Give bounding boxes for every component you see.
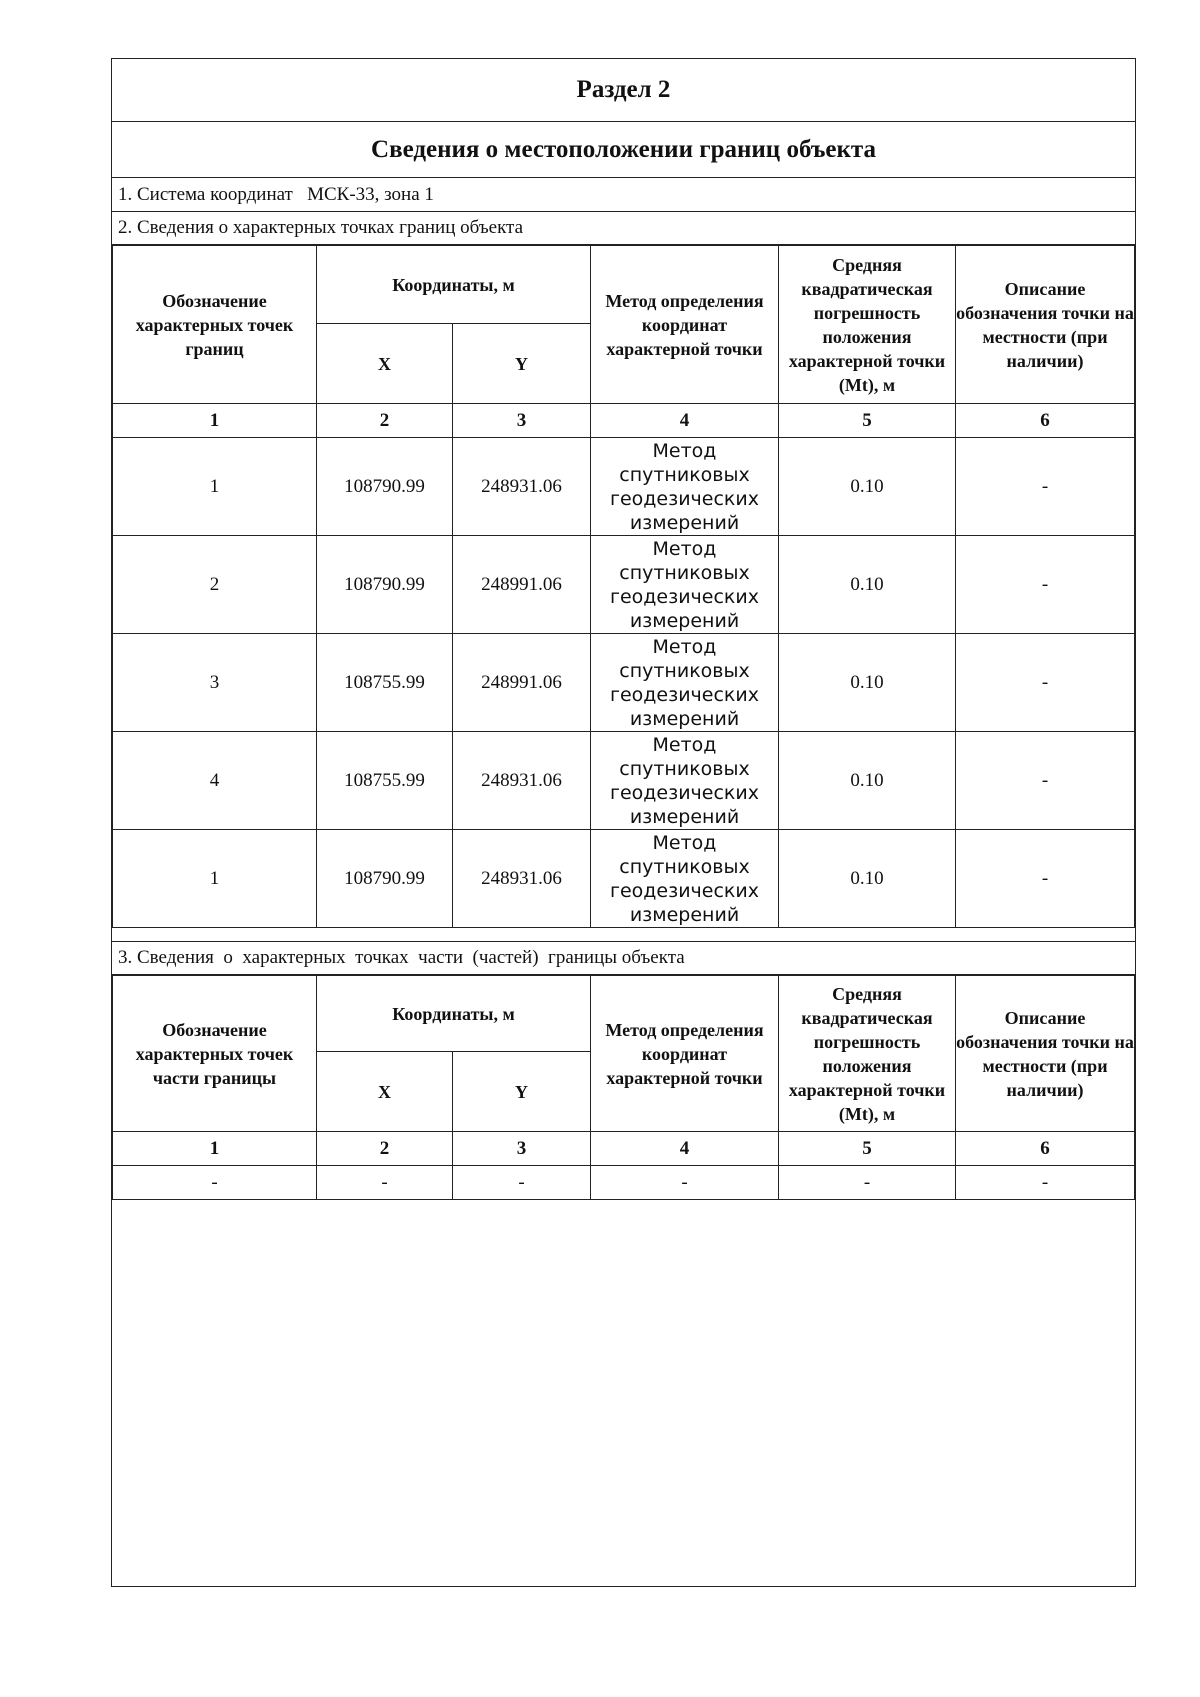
point-number: - [113,1166,317,1200]
column-number: 4 [591,1132,779,1166]
point-number: 1 [113,830,317,928]
header-point-designation: Обозначение характерных точек части границы [113,976,317,1132]
coord-x: 108755.99 [317,634,453,732]
method: Метод спутниковых геодезических измерений [591,438,779,536]
coord-x: 108790.99 [317,830,453,928]
column-number: 2 [317,404,453,438]
description: - [956,830,1135,928]
column-number: 3 [453,404,591,438]
coord-y: - [453,1166,591,1200]
mt-error: 0.10 [779,536,956,634]
section-title: Раздел 2 [576,76,671,103]
description: - [956,1166,1135,1200]
header-description: Описание обозначения точки на местности (при наличии) [956,246,1135,404]
table-row [113,1166,1135,1200]
header-method: Метод определения координат характерной точки [591,976,779,1132]
header-x: X [317,324,453,404]
method: Метод спутниковых геодезических измерений [591,536,779,634]
mt-error: 0.10 [779,732,956,830]
table-row [113,536,1135,634]
mt-error: 0.10 [779,634,956,732]
description: - [956,732,1135,830]
boundary-points-table [112,245,1135,928]
part2-heading: 2. Сведения о характерных точках границ объекта [118,217,524,238]
part-boundary-points-table [112,975,1135,1200]
header-x: X [317,1052,453,1132]
column-number: 2 [317,1132,453,1166]
header-method: Метод определения координат характерной точки [591,246,779,404]
column-number: 5 [779,404,956,438]
coord-x: 108790.99 [317,536,453,634]
table-row [113,732,1135,830]
point-number: 3 [113,634,317,732]
column-number: 1 [113,1132,317,1166]
header-y: Y [453,324,591,404]
coord-y: 248931.06 [453,732,591,830]
method: Метод спутниковых геодезических измерений [591,634,779,732]
part2-heading-band [112,212,1135,245]
section-title-band [112,59,1135,122]
column-number-row [113,404,1135,438]
coord-y: 248931.06 [453,830,591,928]
part3-heading: 3. Сведения о характерных точках части (частей) границы объекта [118,947,685,968]
coord-x: 108790.99 [317,438,453,536]
coord-system-band [112,178,1135,212]
column-number: 6 [956,1132,1135,1166]
document-frame [111,58,1136,1587]
coord-y: 248931.06 [453,438,591,536]
method: Метод спутниковых геодезических измерений [591,732,779,830]
column-number-row [113,1132,1135,1166]
table-row [113,830,1135,928]
mt-error: 0.10 [779,830,956,928]
header-mt-error: Средняя квадратическая погрешность положения характерной точки (Mt), м [779,246,956,404]
point-number: 2 [113,536,317,634]
part3-heading-band [112,941,1135,975]
description: - [956,536,1135,634]
coord-x: - [317,1166,453,1200]
column-number: 4 [591,404,779,438]
column-number: 5 [779,1132,956,1166]
table-row [113,438,1135,536]
coord-y: 248991.06 [453,536,591,634]
header-coordinates: Координаты, м [317,976,591,1052]
mt-error: - [779,1166,956,1200]
header-description: Описание обозначения точки на местности (при наличии) [956,976,1135,1132]
mt-error: 0.10 [779,438,956,536]
column-number: 3 [453,1132,591,1166]
header-mt-error: Средняя квадратическая погрешность положения характерной точки (Mt), м [779,976,956,1132]
column-number: 1 [113,404,317,438]
header-coordinates: Координаты, м [317,246,591,324]
coord-system-line: 1. Система координат МСК-33, зона 1 [118,183,434,205]
header-point-designation: Обозначение характерных точек границ [113,246,317,404]
description: - [956,634,1135,732]
section-subtitle: Сведения о местоположении границ объекта [371,135,876,163]
section-subtitle-band [112,122,1135,178]
column-number: 6 [956,404,1135,438]
description: - [956,438,1135,536]
point-number: 1 [113,438,317,536]
table-row [113,634,1135,732]
coord-x: 108755.99 [317,732,453,830]
coord-y: 248991.06 [453,634,591,732]
point-number: 4 [113,732,317,830]
method: Метод спутниковых геодезических измерений [591,830,779,928]
header-y: Y [453,1052,591,1132]
method: - [591,1166,779,1200]
